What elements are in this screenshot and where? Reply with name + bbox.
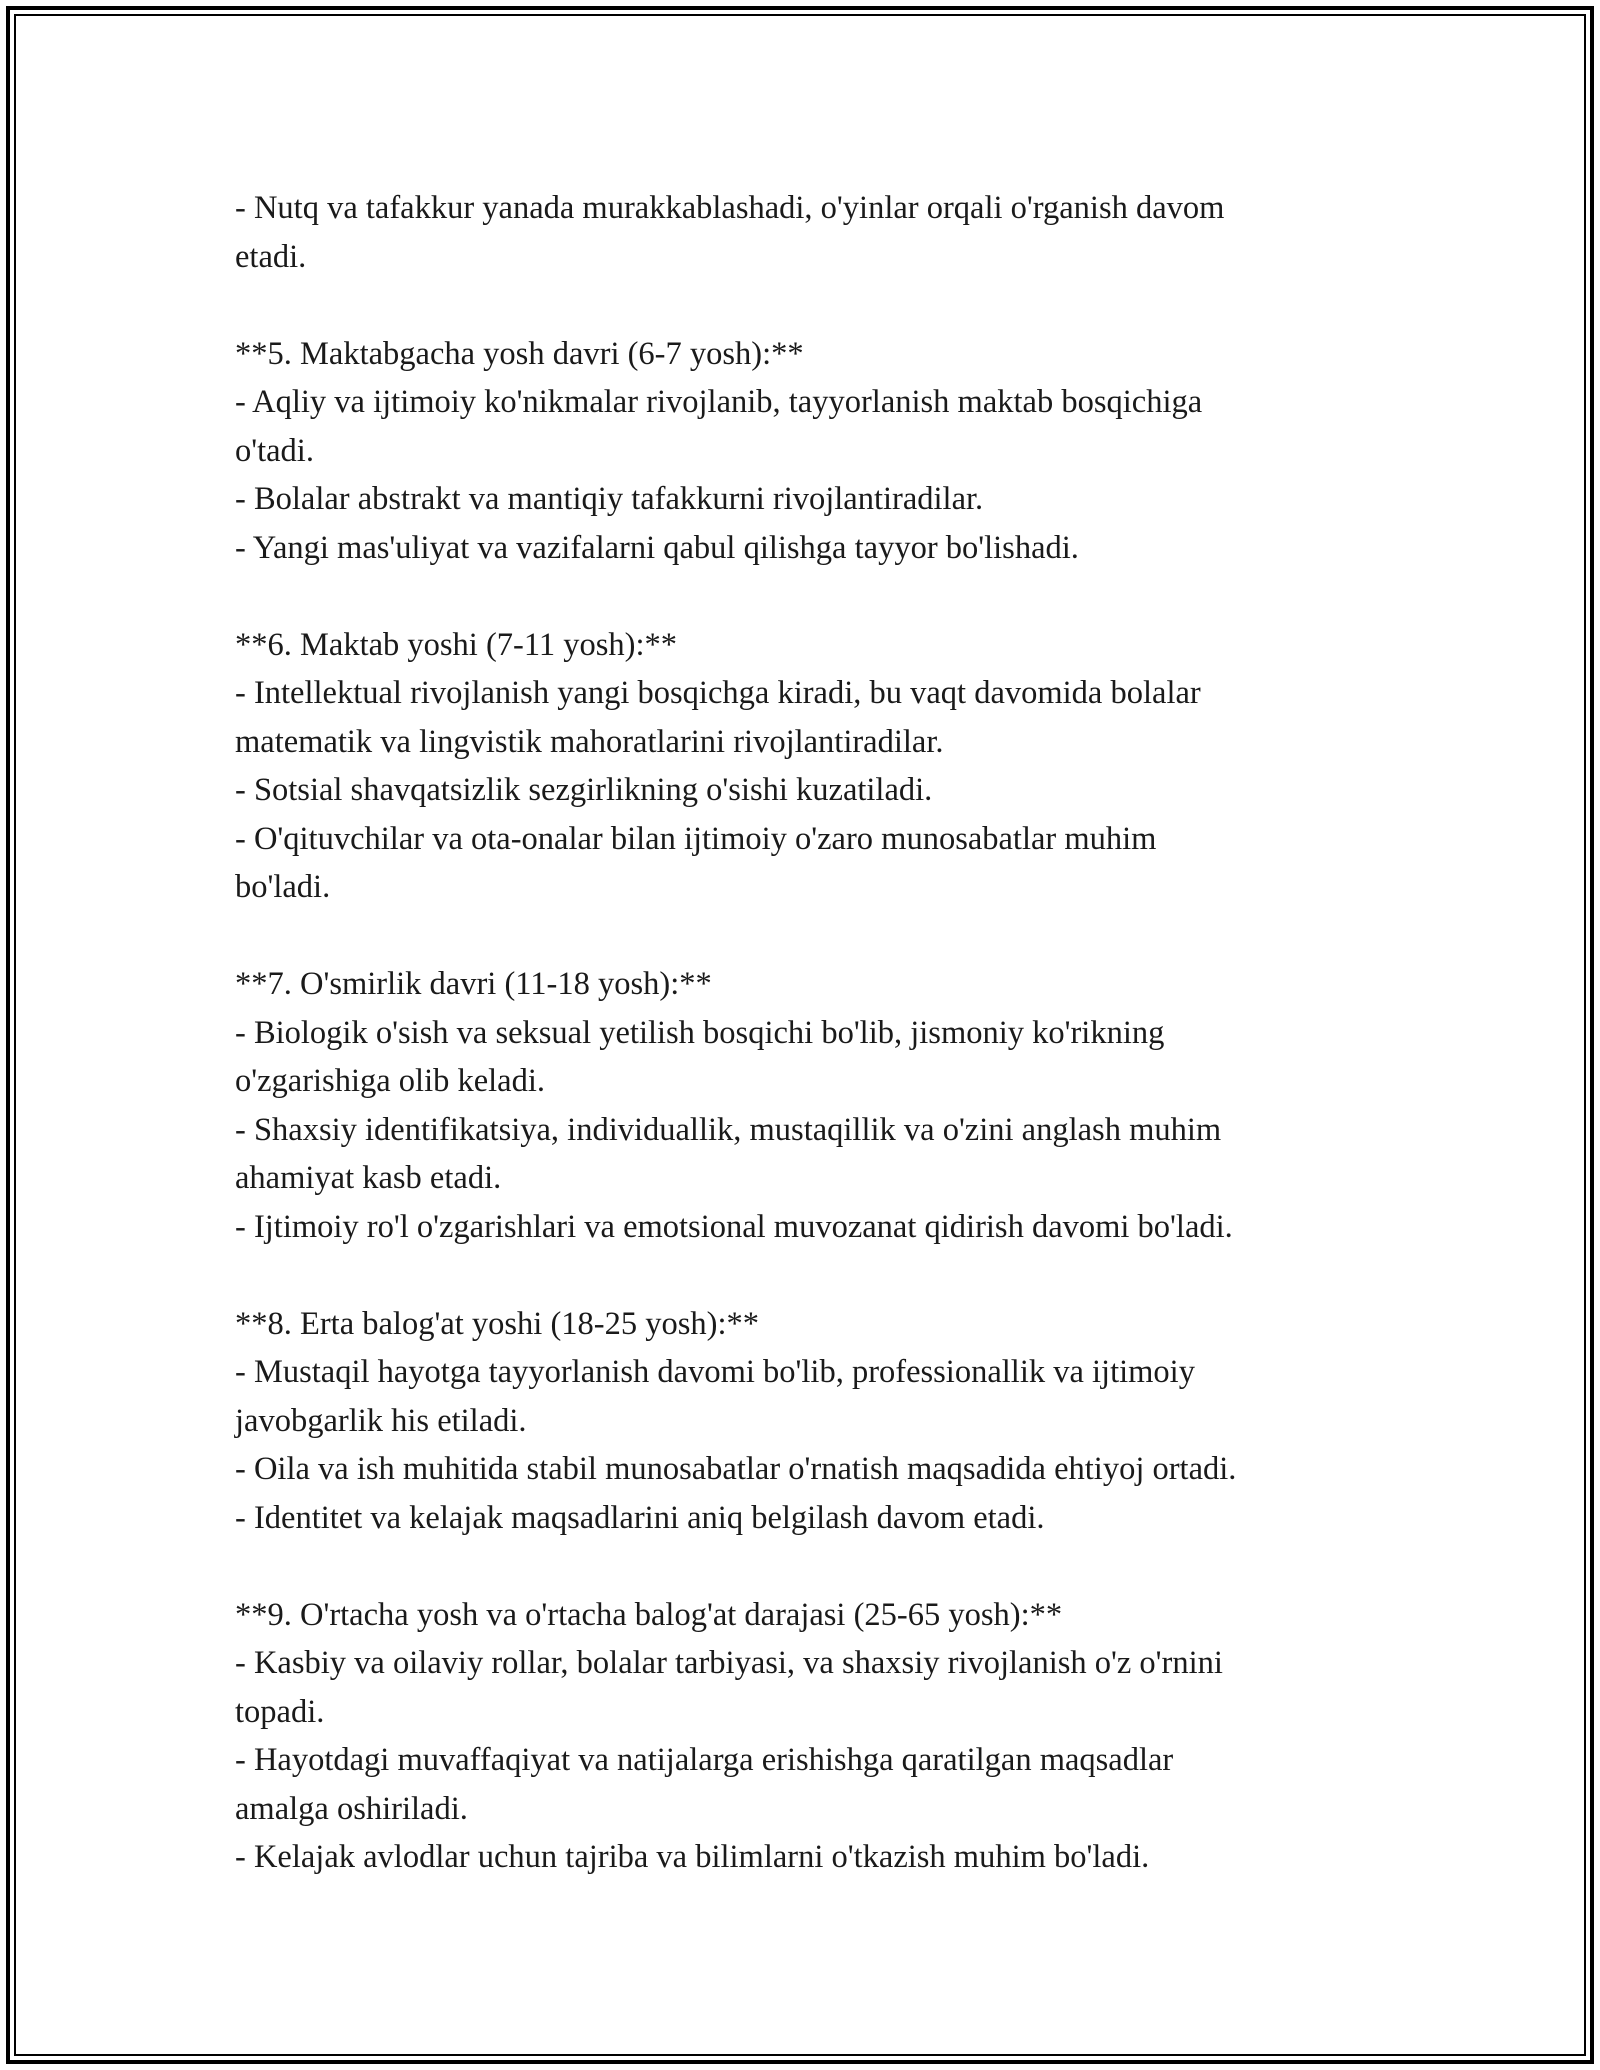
section-line: - Mustaqil hayotga tayyorlanish davomi bo'lib, professionallik va ijtimoiy (235, 1354, 1195, 1390)
section-heading: **6. Maktab yoshi (7-11 yosh):** (235, 626, 678, 663)
paragraph-gap (235, 912, 1375, 961)
intro-line: - Nutq va tafakkur yanada murakkablashadi, o'yinlar orqali o'rganish davom (235, 190, 1225, 226)
section-line: javobgarlik his etiladi. (235, 1402, 527, 1439)
section-line: - Shaxsiy identifikatsiya, individuallik, mustaqillik va o'zini anglash muhim (235, 1111, 1222, 1148)
section-line: - Yangi mas'uliyat va vazifalarni qabul qilishga tayyor bo'lishadi. (235, 529, 1079, 566)
section-line: amalga oshiriladi. (235, 1790, 468, 1827)
section-line: - Bolalar abstrakt va mantiqiy tafakkurni rivojlantiradilar. (235, 481, 984, 517)
section-line: - Ijtimoiy ro'l o'zgarishlari va emotsional muvozanat qidirish davomi bo'ladi. (235, 1208, 1233, 1245)
section-line: - Aqliy va ijtimoiy ko'nikmalar rivojlanib, tayyorlanish maktab bosqichiga (235, 384, 1203, 420)
section-line: o'tadi. (235, 432, 314, 469)
section-line: - Sotsial shavqatsizlik sezgirlikning o'sishi kuzatiladi. (235, 772, 933, 808)
section-line: - Hayotdagi muvaffaqiyat va natijalarga erishishga qaratilgan maqsadlar (235, 1742, 1174, 1778)
section-heading: **9. O'rtacha yosh va o'rtacha balog'at darajasi (25-65 yosh):** (235, 1596, 1063, 1633)
section-line: - O'qituvchilar va ota-onalar bilan ijtimoiy o'zaro munosabatlar muhim (235, 820, 1157, 857)
section-line: matematik va lingvistik mahoratlarini rivojlantiradilar. (235, 723, 944, 760)
paragraph-gap (235, 572, 1375, 621)
section-line: topadi. (235, 1693, 325, 1730)
section-heading: **7. O'smirlik davri (11-18 yosh):** (235, 966, 712, 1002)
section-heading: **5. Maktabgacha yosh davri (6-7 yosh):** (235, 335, 804, 372)
document-body (235, 184, 1375, 1882)
section-line: - Oila va ish muhitida stabil munosabatlar o'rnatish maqsadida ehtiyoj ortadi. (235, 1451, 1237, 1487)
section-line: - Identitet va kelajak maqsadlarini aniq belgilash davom etadi. (235, 1499, 1045, 1536)
section-line: bo'ladi. (235, 869, 331, 905)
intro-line: etadi. (235, 238, 307, 275)
section-line: o'zgarishiga olib keladi. (235, 1063, 546, 1099)
paragraph-gap (235, 1542, 1375, 1591)
paragraph-gap (235, 281, 1375, 330)
section-heading: **8. Erta balog'at yoshi (18-25 yosh):** (235, 1305, 759, 1342)
section-line: - Kelajak avlodlar uchun tajriba va bilimlarni o'tkazish muhim bo'ladi. (235, 1839, 1150, 1875)
section-line: - Kasbiy va oilaviy rollar, bolalar tarbiyasi, va shaxsiy rivojlanish o'z o'rnini (235, 1645, 1223, 1681)
section-line: ahamiyat kasb etadi. (235, 1160, 502, 1196)
section-line: - Biologik o'sish va seksual yetilish bosqichi bo'lib, jismoniy ko'rikning (235, 1014, 1165, 1051)
paragraph-gap (235, 1251, 1375, 1300)
section-line: - Intellektual rivojlanish yangi bosqichga kiradi, bu vaqt davomida bolalar (235, 675, 1201, 711)
